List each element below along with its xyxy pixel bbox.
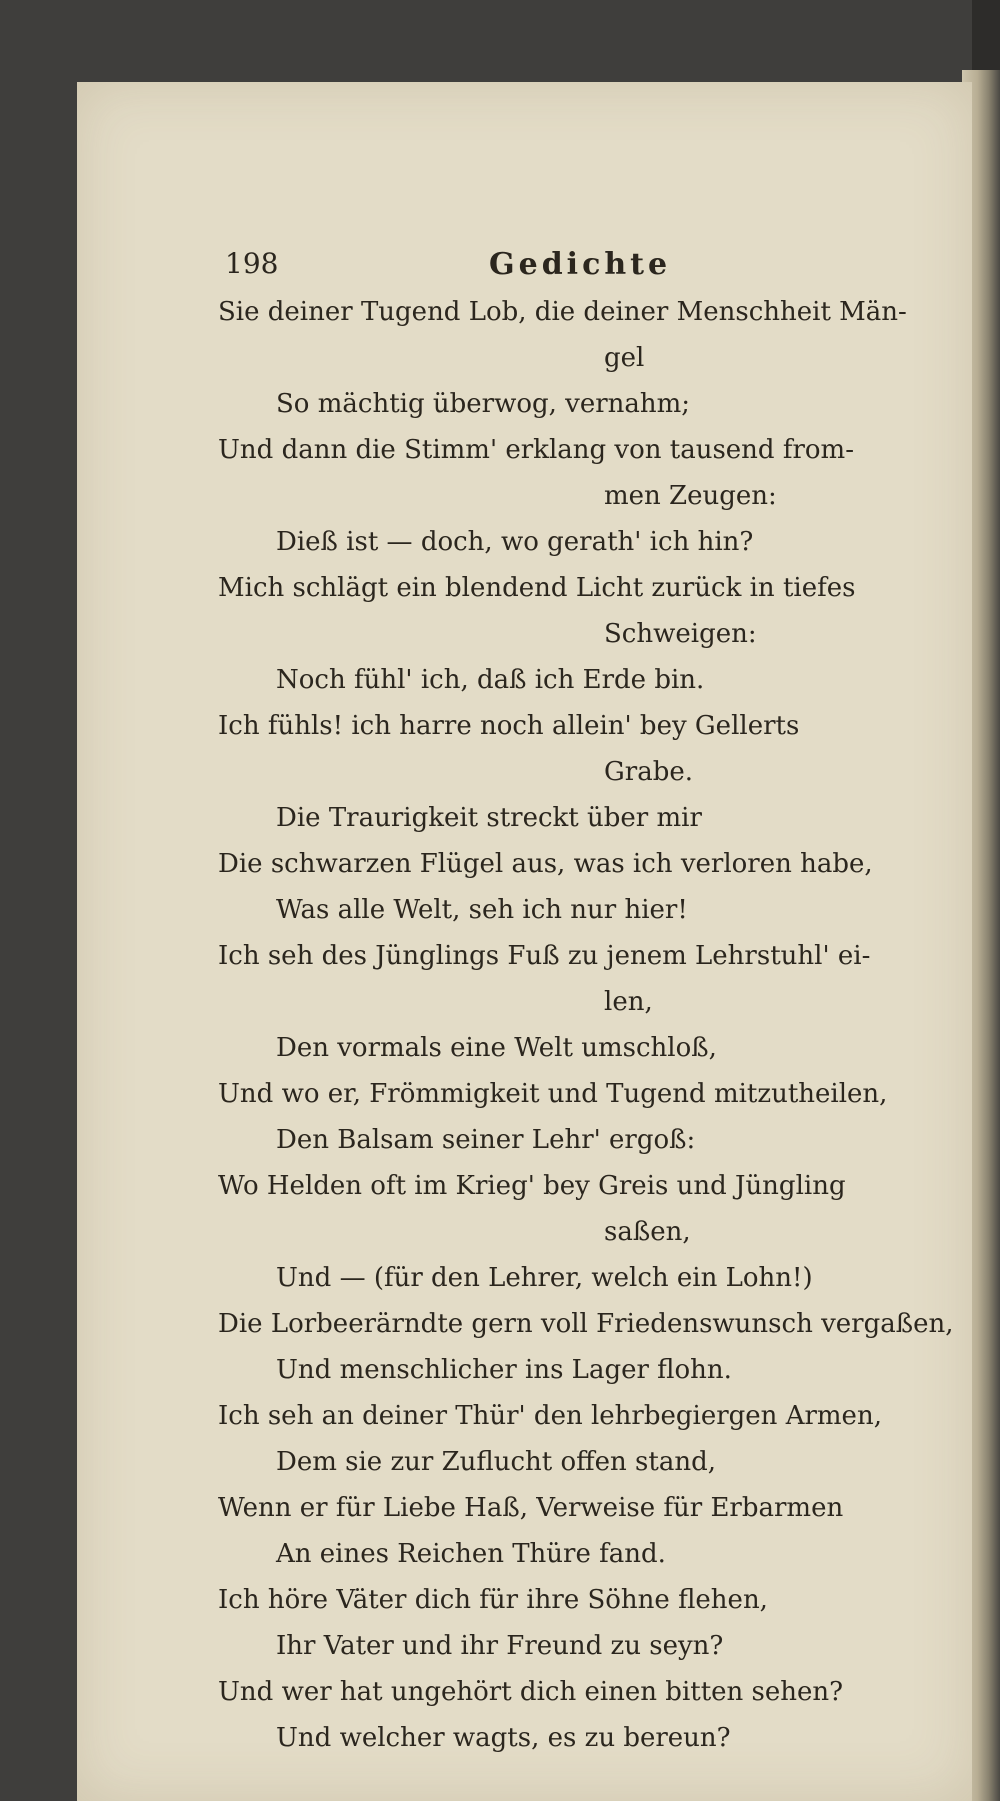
poem-line: So mächtig überwog, vernahm; [276, 389, 691, 419]
book-page [77, 82, 972, 1801]
poem-line: Den vormals eine Welt umschloß, [276, 1033, 717, 1063]
poem-text [77, 82, 972, 1801]
poem-line: An eines Reichen Thüre fand. [276, 1539, 666, 1569]
poem-line: Und menschlicher ins Lager flohn. [276, 1355, 732, 1385]
page-number: 198 [225, 247, 279, 280]
poem-line: Wenn er für Liebe Haß, Verweise für Erbarmen [218, 1493, 844, 1523]
poem-line: Was alle Welt, seh ich nur hier! [276, 895, 688, 925]
poem-line: men Zeugen: [604, 481, 777, 511]
poem-line: Schweigen: [604, 619, 757, 649]
poem-line: Und wer hat ungehört dich einen bitten sehen? [218, 1677, 844, 1707]
poem-line: Die schwarzen Flügel aus, was ich verloren habe, [218, 849, 873, 879]
poem-line: saßen, [604, 1217, 691, 1247]
poem-line: Ich seh an deiner Thür' den lehrbegiergen Armen, [218, 1401, 882, 1431]
poem-line: Noch fühl' ich, daß ich Erde bin. [276, 665, 705, 695]
poem-line: Ich fühls! ich harre noch allein' bey Gellerts [218, 711, 800, 741]
poem-line: gel [604, 343, 645, 373]
poem-line: Die Lorbeerärndte gern voll Friedenswunsch vergaßen, [218, 1309, 954, 1339]
poem-line: Die Traurigkeit streckt über mir [276, 803, 702, 833]
book-spine-shadow [972, 0, 1000, 80]
poem-line: Ich seh des Jünglings Fuß zu jenem Lehrstuhl' ei- [218, 941, 871, 971]
poem-line: Dem sie zur Zuflucht offen stand, [276, 1447, 716, 1477]
poem-line: Sie deiner Tugend Lob, die deiner Menschheit Män- [218, 297, 907, 327]
poem-line: len, [604, 987, 653, 1017]
poem-line: Und welcher wagts, es zu bereun? [276, 1723, 731, 1753]
poem-line: Den Balsam seiner Lehr' ergoß: [276, 1125, 696, 1155]
poem-line: Ich höre Väter dich für ihre Söhne flehen, [218, 1585, 768, 1615]
running-title: Gedichte [489, 247, 672, 282]
poem-line: Und dann die Stimm' erklang von tausend from- [218, 435, 854, 465]
poem-line: Und — (für den Lehrer, welch ein Lohn!) [276, 1263, 813, 1293]
poem-line: Und wo er, Frömmigkeit und Tugend mitzutheilen, [218, 1079, 888, 1109]
poem-line: Mich schlägt ein blendend Licht zurück in tiefes [218, 573, 856, 603]
poem-line: Ihr Vater und ihr Freund zu seyn? [276, 1631, 724, 1661]
poem-line: Grabe. [604, 757, 693, 787]
poem-line: Dieß ist — doch, wo gerath' ich hin? [276, 527, 754, 557]
poem-line: Wo Helden oft im Krieg' bey Greis und Jüngling [218, 1171, 846, 1201]
